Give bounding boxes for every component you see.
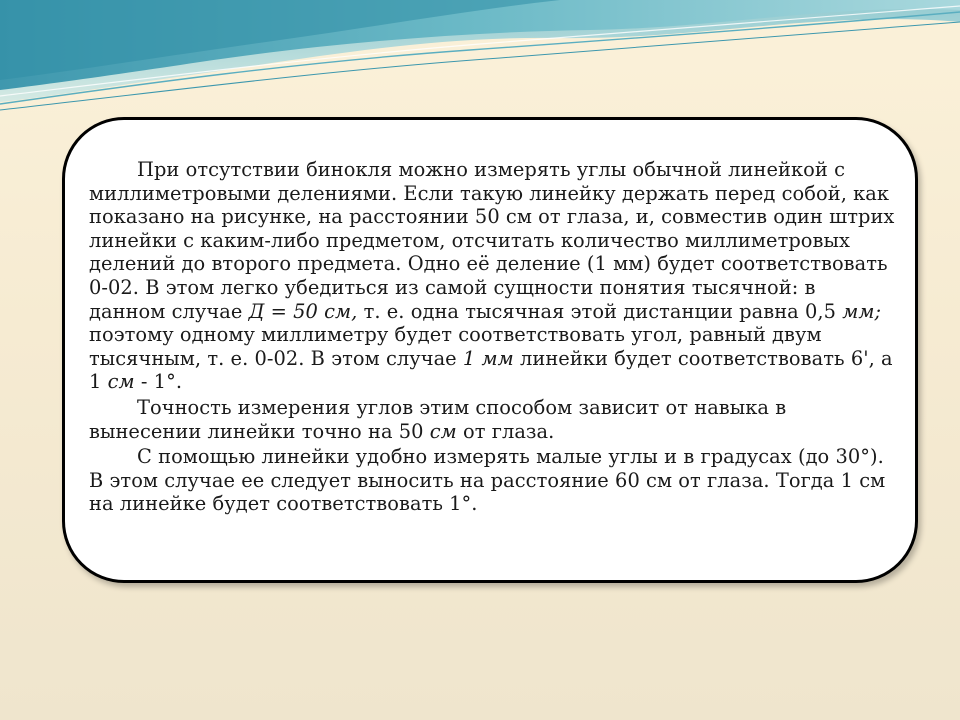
paragraph-1-text-d: линейки будет соответствовать 6', а 1 (89, 346, 893, 394)
paragraph-1-italic-d: см (107, 370, 135, 394)
paragraph-1-text-e: - 1°. (134, 370, 183, 394)
paragraph-1-text-a: При отсутствии бинокля можно измерять углы обычной линейкой с миллиметровыми делениями. Если такую линейку держать перед собой, как показано на рисунке, на расстоянии 50 см от глаза, и, совместив один штрих линейки с каким-либо предметом, отсчитать количество миллиметровых делений до второго предмета. Одно её деление (1 мм) будет соответствовать 0-02. В этом легко убедиться из самой сущности понятия тысячной: в данном случае (89, 158, 895, 323)
paragraph-1-text-b: т. е. одна тысячная этой дистанции равна 0,5 (357, 299, 843, 323)
paragraph-2-text-a: Точность измерения углов этим способом зависит от навыка в вынесении линейки точно на 50 (89, 395, 787, 443)
header-wave-decoration (0, 0, 960, 130)
text-card (62, 117, 918, 583)
paragraph-1-text-c: поэтому одному миллиметру будет соответствовать угол, равный двум тысячным, т. е. 0-02. В этом случае (89, 323, 822, 370)
paragraph-3 (89, 445, 895, 516)
paragraph-2 (89, 396, 895, 443)
paragraph-3-text-a: С помощью линейки удобно измерять малые углы и в градусах (до 30°). В этом случае ее следует выносить на расстояние 60 см от глаза. Тогда 1 см на линейке будет соответствовать 1°. (89, 445, 886, 516)
paragraph-2-italic-a: см (429, 419, 457, 443)
paragraph-1-italic-a: Д = 50 см, (248, 299, 358, 323)
paragraph-1-italic-c: 1 мм (462, 346, 514, 370)
paragraph-1-italic-b: мм; (842, 299, 882, 323)
paragraph-2-text-b: от глаза. (456, 419, 555, 443)
paragraph-1 (89, 158, 895, 394)
